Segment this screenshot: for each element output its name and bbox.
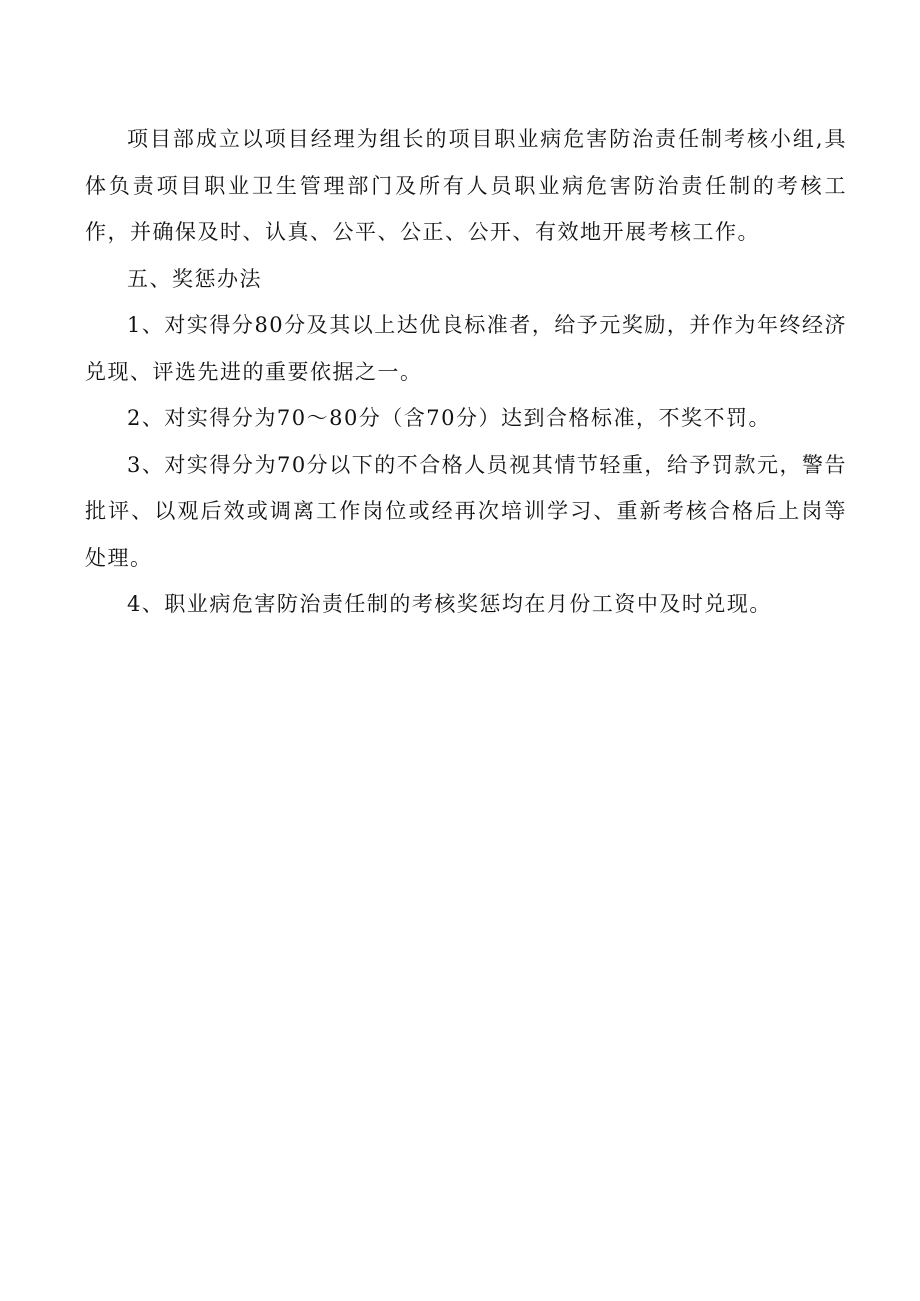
paragraph-rule-2: 2、对实得分为70～80分（含70分）达到合格标准，不奖不罚。 xyxy=(127,406,772,430)
section-heading-rewards-penalties: 五、奖惩办法 xyxy=(127,266,262,291)
paragraph-rule-4: 4、职业病危害防治责任制的考核奖惩均在月份工资中及时兑现。 xyxy=(127,592,772,616)
document-body xyxy=(85,116,847,628)
paragraph-rule-3: 3、对实得分为70分以下的不合格人员视其情节轻重，给予罚款元，警告批评、以观后效或调离工作岗位或经再次培训学习、重新考核合格后上岗等处理。 xyxy=(85,452,847,570)
paragraph-assessment-team: 项目部成立以项目经理为组长的项目职业病危害防治责任制考核小组,具体负责项目职业卫生管理部门及所有人员职业病危害防治责任制的考核工作，并确保及时、认真、公平、公正、公开、有效地开展考核工作。 xyxy=(85,127,847,244)
paragraph-rule-1: 1、对实得分80分及其以上达优良标准者，给予元奖励，并作为年终经济兑现、评选先进的重要依据之一。 xyxy=(85,313,847,384)
